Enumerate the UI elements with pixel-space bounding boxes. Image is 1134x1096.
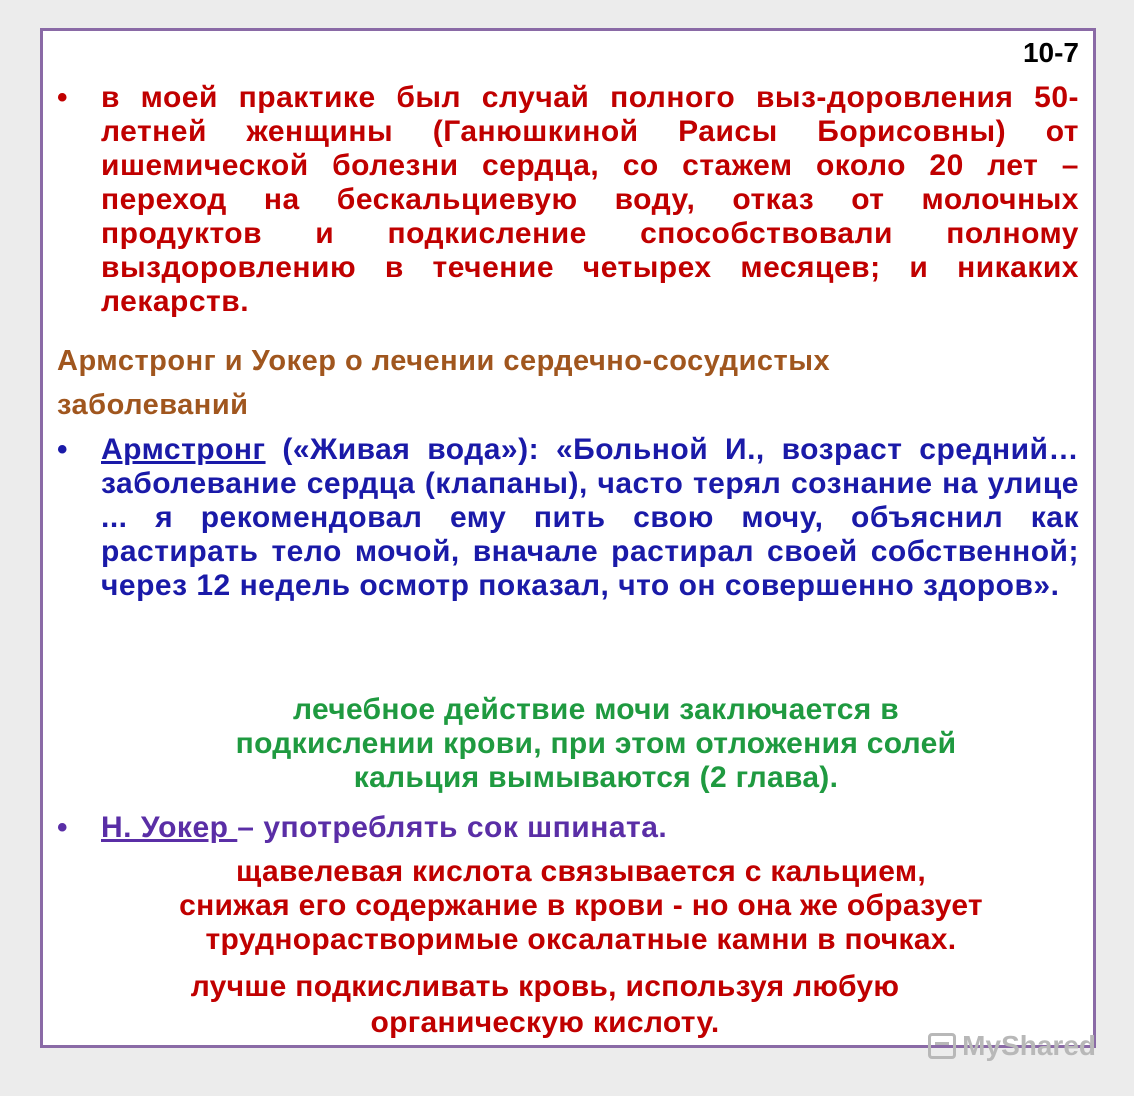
- myshared-logo-icon: [928, 1033, 956, 1059]
- walker-advice: – употреблять сок шпината.: [237, 811, 668, 844]
- oxalic-note-line-2: снижая его содержание в крови - но она же образует: [179, 889, 983, 922]
- bullet-marker: •: [57, 81, 68, 114]
- armstrong-name: Армстронг: [101, 433, 266, 466]
- urine-note-line-1: лечебное действие мочи заключается в: [293, 693, 899, 726]
- bullet-marker: •: [57, 433, 68, 466]
- conclusion-line-2: органическую кислоту.: [370, 1006, 720, 1039]
- bullet-marker: •: [57, 811, 68, 844]
- urine-note: [113, 693, 1079, 795]
- armstrong-quote: («Живая вода»): «Больной И., возраст средний… заболевание сердца (клапаны), часто терял сознание на улице ... я рекомендовал ему пить свою мочу, объяснил как растирать тело мочой, вначале растирал своей собственной; через 12 недель осмотр показал, что он совершенно здоров».: [101, 433, 1079, 602]
- case-text: в моей практике был случай полного выз-доровления 50-летней женщины (Ганюшкиной Раисы Борисовны) от ишемической болезни сердца, со стажем около 20 лет – переход на бескальциевую воду, отказ от молочных продуктов и подкисление способствовали полному выздоровлению в течение четырех месяцев; и никаких лекарств.: [101, 81, 1079, 318]
- watermark-text: MyShared: [962, 1030, 1096, 1061]
- urine-note-line-3: кальция вымываются (2 глава).: [353, 761, 839, 794]
- section-heading: [57, 339, 1079, 427]
- armstrong-bullet-item: [57, 433, 1079, 603]
- page-number: 10-7: [1022, 37, 1079, 68]
- walker-name: Н. Уокер: [101, 811, 238, 844]
- armstrong-text-block: [101, 433, 1079, 603]
- oxalic-note-line-1: щавелевая кислота связывается с кальцием,: [236, 855, 926, 888]
- case-bullet-item: [57, 81, 1079, 319]
- urine-note-line-2: подкислении крови, при этом отложения солей: [235, 727, 957, 760]
- walker-bullet-item: [57, 811, 1079, 845]
- slide-frame: [40, 28, 1096, 1048]
- oxalic-acid-note: [83, 855, 1079, 957]
- conclusion-line-1: лучше подкисливать кровь, используя любую: [190, 970, 900, 1003]
- myshared-watermark: [928, 1030, 1096, 1062]
- walker-text-block: [101, 811, 1079, 845]
- section-heading-line-1: Армстронг и Уокер о лечении сердечно-сосудистых: [57, 345, 831, 377]
- section-heading-line-2: заболеваний: [57, 389, 249, 421]
- oxalic-note-line-3: труднорастворимые оксалатные камни в почках.: [205, 923, 957, 956]
- conclusion-note: [57, 969, 1033, 1041]
